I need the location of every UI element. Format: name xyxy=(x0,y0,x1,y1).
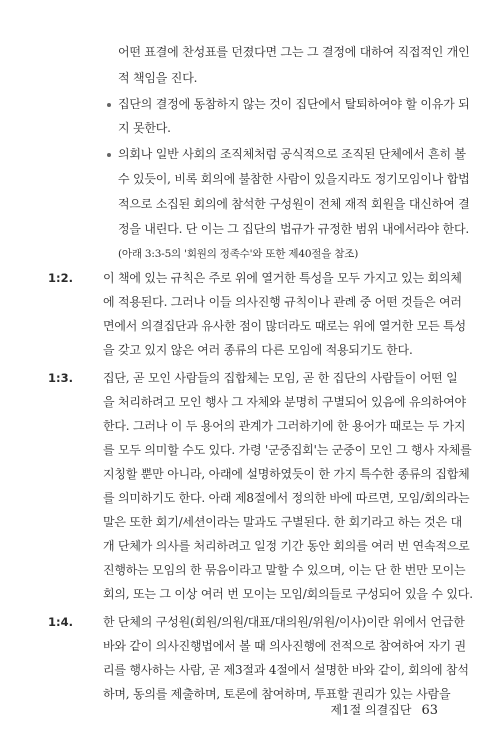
bullet-line: 지 못한다. xyxy=(118,121,171,135)
page-footer xyxy=(330,702,438,719)
reference-note: (아래 3:3-5의 '회원의 정족수'와 또한 제40절을 참조) xyxy=(118,248,359,260)
section-line: 면에서 의결집단과 유사한 점이 많더라도 때로는 위에 열거한 모든 특성 xyxy=(103,319,466,333)
bullet-line: 정을 내린다. 단 이는 그 집단의 법규가 규정한 범위 내에서라야 한다. xyxy=(118,222,469,236)
section-line: 진행하는 모임의 한 묶음이라고 말할 수 있으며, 이는 단 한 번만 모이는 xyxy=(103,563,466,577)
paragraph-line: 어떤 표결에 찬성표를 던졌다면 그는 그 결정에 대하여 직접적인 개인 xyxy=(118,45,470,59)
section-line: 에 적용된다. 그러나 이들 의사진행 규칙이나 관례 중 어떤 것들은 여러 xyxy=(103,295,462,309)
section-line: 리를 행사하는 사람, 곧 제3절과 4절에서 설명한 바와 같이, 회의에 참석 xyxy=(103,663,469,677)
section-line: 이 책에 있는 규칙은 주로 위에 열거한 특성을 모두 가지고 있는 회의체 xyxy=(103,271,462,285)
section-line: 를 모두 의미할 수도 있다. 가령 '군중집회'는 군중이 모인 그 행사 자체를 xyxy=(103,443,472,457)
bullet-line: 적으로 소집된 회의에 참석한 구성원이 전체 재적 회원을 대신하여 결 xyxy=(118,197,470,211)
section-line: 를 의미하기도 한다. 아래 제8절에서 정의한 바에 따르면, 모임/회의라는 xyxy=(103,491,470,505)
section-line: 말은 또한 회기/세션이라는 말과도 구별된다. 한 회기라고 하는 것은 대 xyxy=(103,515,462,529)
section-line: 을 갖고 있지 않은 여러 종류의 다른 모임에 적용되기도 한다. xyxy=(103,343,413,357)
section-line: 개 단체가 의사를 처리하려고 일정 기간 동안 회의를 여러 번 연속적으로 xyxy=(103,539,470,553)
section-number: 1:3. xyxy=(48,371,73,385)
section-line: 회의, 또는 그 이상 여러 번 모이는 모임/회의들로 구성되어 있을 수 있다. xyxy=(103,587,473,601)
section-number: 1:2. xyxy=(48,271,73,285)
chapter-label: 제1절 의결집단 xyxy=(330,703,412,717)
bullet-line: 집단의 결정에 동참하지 않는 것이 집단에서 탈퇴하여야 할 이유가 되 xyxy=(118,97,470,111)
section-line: 하며, 동의를 제출하며, 토론에 참여하며, 투표할 권리가 있는 사람을 xyxy=(103,687,451,701)
page-number: 63 xyxy=(421,703,438,718)
section-line: 집단, 곧 모인 사람들의 집합체는 모임, 곧 한 집단의 사람들이 어떤 일 xyxy=(103,371,458,385)
bullet-icon xyxy=(107,103,111,107)
section-line: 을 처리하려고 모인 행사 그 자체와 분명히 구별되어 있음에 유의하여야 xyxy=(103,395,466,409)
section-line: 바와 같이 의사진행법에서 볼 때 의사진행에 전적으로 참여하여 자기 권 xyxy=(103,639,466,653)
section-line: 지칭할 뿐만 아니라, 아래에 설명하였듯이 한 가지 특수한 종류의 집합체 xyxy=(103,467,470,481)
bullet-line: 수 있듯이, 비록 회의에 불참한 사람이 있을지라도 정기모임이나 합법 xyxy=(118,172,470,186)
paragraph-line: 적 책임을 진다. xyxy=(118,71,198,85)
section-line: 한다. 그러나 이 두 용어의 관계가 그러하기에 한 용어가 때로는 두 가지 xyxy=(103,419,466,433)
bullet-icon xyxy=(107,153,111,157)
section-number: 1:4. xyxy=(48,615,73,629)
bullet-line: 의회나 일반 사회의 조직체처럼 공식적으로 조직된 단체에서 흔히 볼 xyxy=(118,147,466,161)
section-line: 한 단체의 구성원(회원/의원/대표/대의원/위원/이사)이란 위에서 언급한 xyxy=(103,615,465,629)
